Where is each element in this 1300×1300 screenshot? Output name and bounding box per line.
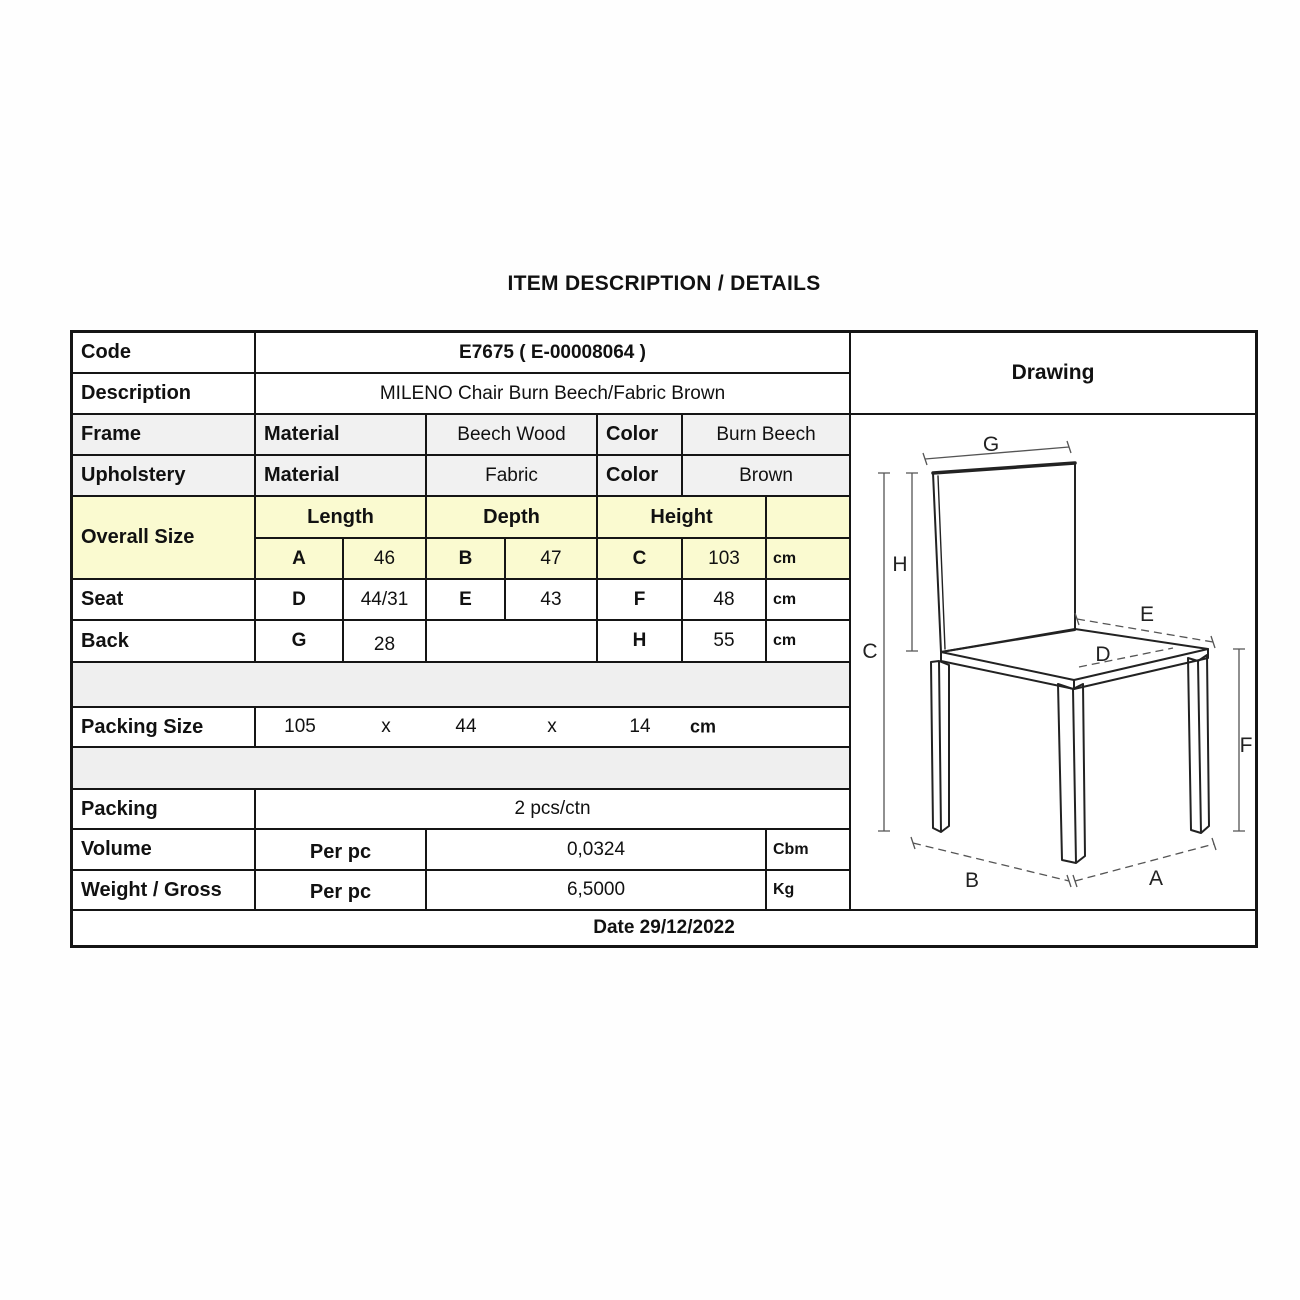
packing-size-unit: cm <box>689 716 717 737</box>
page-title: ITEM DESCRIPTION / DETAILS <box>507 272 821 295</box>
weight-unit: Kg <box>773 881 795 898</box>
dim-f-value: 48 <box>683 580 767 619</box>
back-label: Back <box>73 621 256 661</box>
chair-left-leg <box>931 661 949 832</box>
overall-size-values <box>256 539 849 578</box>
frame-label: Frame <box>73 415 256 454</box>
chair-wireframe <box>931 463 1209 863</box>
back-empty-cell <box>427 621 598 661</box>
chair-front-leg <box>1058 684 1085 863</box>
volume-unit: Cbm <box>773 840 809 858</box>
frame-material-value: Beech Wood <box>427 415 598 454</box>
packing-size-dim3: 14 <box>629 716 651 737</box>
dim-h-value: 55 <box>683 621 767 661</box>
packing-size-sep2: x <box>547 716 557 737</box>
row-seat <box>73 580 849 621</box>
spacer-row-1 <box>73 663 849 708</box>
dim-line-h <box>906 473 918 651</box>
row-volume <box>73 830 849 871</box>
packing-size-sep1: x <box>381 716 391 737</box>
packing-value: 2 pcs/ctn <box>514 798 591 819</box>
length-header: Length <box>256 497 427 537</box>
dim-b-value: 47 <box>506 539 598 578</box>
upholstery-color-label: Color <box>598 456 683 495</box>
upholstery-label: Upholstery <box>73 456 256 495</box>
dim-e-value: 43 <box>506 580 598 619</box>
dimension-labels <box>862 433 1252 892</box>
dim-a-key: A <box>256 539 344 578</box>
code-label: Code <box>73 333 256 372</box>
row-packing-size <box>73 708 849 748</box>
dim-line-a <box>1075 844 1214 881</box>
dim-g-value: 28 <box>344 621 427 661</box>
spacer-row-2 <box>73 748 849 790</box>
packing-size-dim2: 44 <box>455 716 477 737</box>
drawing-body <box>851 415 1255 909</box>
description-value: MILENO Chair Burn Beech/Fabric Brown <box>379 382 726 404</box>
dim-b-key: B <box>427 539 506 578</box>
row-date <box>73 911 1255 945</box>
dim-f-key: F <box>598 580 683 619</box>
dim-e-key: E <box>427 580 506 619</box>
row-back <box>73 621 849 663</box>
chair-right-leg <box>1188 655 1209 833</box>
row-packing <box>73 790 849 830</box>
dim-c-key: C <box>598 539 683 578</box>
row-description <box>73 374 849 415</box>
depth-header: Depth <box>427 497 598 537</box>
dim-c-value: 103 <box>683 539 767 578</box>
height-header: Height <box>598 497 767 537</box>
volume-value: 0,0324 <box>427 830 767 869</box>
row-overall-size <box>73 497 849 580</box>
spec-table-main <box>73 333 851 911</box>
dim-label-f: F <box>1239 734 1253 757</box>
description-label: Description <box>73 374 256 413</box>
dim-d-key: D <box>256 580 344 619</box>
dim-label-a: A <box>1148 867 1164 890</box>
dim-line-d <box>1079 648 1173 667</box>
row-upholstery <box>73 456 849 497</box>
chair-seat-top <box>941 629 1208 680</box>
row-weight <box>73 871 849 911</box>
dim-d-value: 44/31 <box>344 580 427 619</box>
frame-material-label: Material <box>256 415 427 454</box>
dim-label-b: B <box>964 869 980 892</box>
drawing-column <box>851 333 1255 911</box>
chair-seat-thickness <box>941 649 1208 689</box>
row-code <box>73 333 849 374</box>
unit-header-empty <box>767 497 849 537</box>
back-unit: cm <box>773 632 797 649</box>
seat-label: Seat <box>73 580 256 619</box>
dim-g-key: G <box>256 621 344 661</box>
seat-unit: cm <box>773 590 797 608</box>
chair-backrest-top-edge <box>933 463 1075 473</box>
packing-size-values <box>256 708 849 746</box>
weight-value: 6,5000 <box>427 871 767 909</box>
dim-label-g: G <box>982 433 1000 456</box>
packing-size-dim1: 105 <box>284 716 316 737</box>
spec-table <box>70 330 1258 948</box>
code-value: E7675 ( E-00008064 ) <box>459 341 646 363</box>
dim-label-d: D <box>1095 643 1111 666</box>
overall-size-label: Overall Size <box>73 497 256 578</box>
overall-size-unit: cm <box>773 549 797 567</box>
overall-size-grid <box>256 497 849 578</box>
dim-line-b <box>913 843 1069 881</box>
frame-color-value: Burn Beech <box>716 423 816 445</box>
chair-backrest <box>933 463 1075 652</box>
dim-label-e: E <box>1139 603 1155 626</box>
date-value: Date 29/12/2022 <box>593 917 735 938</box>
dim-line-c <box>878 473 890 831</box>
dim-label-h: H <box>892 553 908 576</box>
upholstery-material-label: Material <box>256 456 427 495</box>
weight-label: Weight / Gross <box>73 871 256 909</box>
row-frame <box>73 415 849 456</box>
volume-per-label: Per pc <box>256 830 427 869</box>
dim-h-key: H <box>598 621 683 661</box>
volume-label: Volume <box>73 830 256 869</box>
weight-per-label: Per pc <box>256 871 427 909</box>
packing-label: Packing <box>73 790 256 828</box>
dim-label-c: C <box>862 640 878 663</box>
overall-size-headers <box>256 497 849 539</box>
upholstery-color-value: Brown <box>739 464 793 486</box>
upholstery-material-value: Fabric <box>427 456 598 495</box>
drawing-header: Drawing <box>851 333 1255 415</box>
dim-a-value: 46 <box>344 539 427 578</box>
frame-color-label: Color <box>598 415 683 454</box>
chair-drawing <box>851 415 1255 909</box>
packing-size-label: Packing Size <box>73 708 256 746</box>
